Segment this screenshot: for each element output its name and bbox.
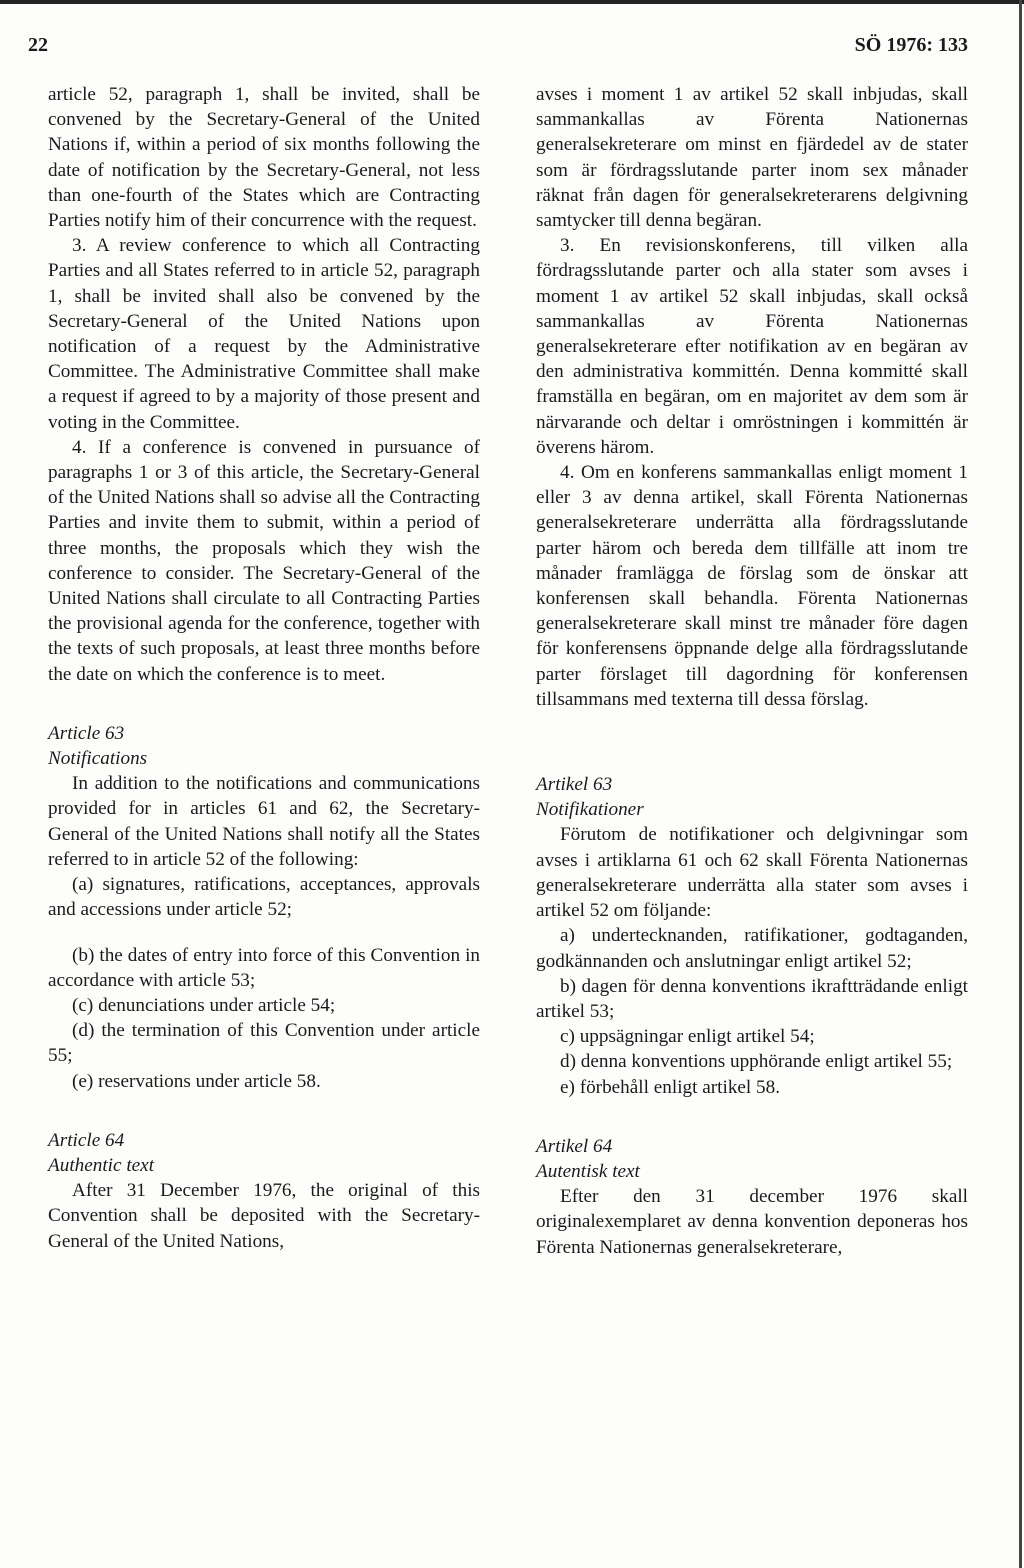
paragraph: Förutom de notifikationer och delgivningar som avses i artiklarna 61 och 62 skall Förenta Nationernas generalsekreterare underrätta alla stater som avses i artikel 52 om följande: [536, 824, 968, 922]
right-border [1019, 0, 1022, 1568]
paragraph: In addition to the notifications and communications provided for in articles 61 and 62, the Secretary-General of the United Nations shall notify all the States referred to in article 52 of the following: [48, 773, 480, 870]
paragraph: article 52, paragraph 1, shall be invited, shall be convened by the Secretary-General of the United Nations if, within a period of six months following the date of notification by the Secretary-General, not less than one-fourth of the States which are Contracting Parties notify him of their concurrence with the request. [48, 84, 480, 232]
paragraph: 3. A review conference to which all Contracting Parties and all States referred to in article 52, paragraph 1, shall be invited shall also be convened by the Secretary-General of the United Nations upon notification of a request by the Administrative Committee. The Administrative Committee shall make a request if agreed to by a majority of those present and voting in the Committee. [48, 235, 480, 433]
list-item: (c) denunciations under article 54; [72, 994, 336, 1016]
swedish-column [536, 82, 968, 1260]
list-item: a) undertecknanden, ratifikationer, godtaganden, godkännanden och anslutningar enligt artikel 52; [536, 925, 968, 972]
paragraph: After 31 December 1976, the original of this Convention shall be deposited with the Secretary-General of the United Nations, [48, 1180, 480, 1252]
article-64-title: Artikel 64 [536, 1135, 613, 1157]
page-header [28, 34, 968, 57]
article-64-subtitle: Autentisk text [536, 1160, 640, 1182]
english-column [48, 82, 480, 1254]
paragraph: Efter den 31 december 1976 skall originalexemplaret av denna konvention deponeras hos Förenta Nationernas generalsekreterare, [536, 1186, 968, 1258]
list-item: (e) reservations under article 58. [72, 1070, 321, 1092]
article-64-subtitle: Authentic text [48, 1154, 155, 1176]
article-63-title: Artikel 63 [536, 774, 613, 796]
list-item: (b) the dates of entry into force of this Convention in accordance with article 53; [48, 944, 480, 991]
article-63-title: Article 63 [48, 722, 125, 744]
list-item: (d) the termination of this Convention under article 55; [48, 1020, 480, 1067]
list-item: (a) signatures, ratifications, acceptances, approvals and accessions under article 52; [48, 874, 480, 921]
article-63-subtitle: Notifications [48, 748, 148, 770]
list-item: c) uppsägningar enligt artikel 54; [560, 1026, 815, 1048]
article-63-subtitle: Notifikationer [536, 799, 644, 821]
paragraph: avses i moment 1 av artikel 52 skall inbjudas, skall sammankallas av Förenta Nationernas generalsekreterare om minst en fjärdedel av de stater som är fördragsslutande parter inom sex månader räknat från dagen för generalsekreterarens delgivning samtycker till denna begäran. [536, 84, 968, 232]
list-item: e) förbehåll enligt artikel 58. [560, 1076, 781, 1098]
paragraph: 3. En revisionskonferens, till vilken alla fördragsslutande parter och alla stater som avses i moment 1 av artikel 52 skall inbjudas, skall också sammankallas av Förenta Nationernas generalsekreterare efter notifikation av en begäran av den administrativa kommittén. Denna kommitté skall framställa en begäran, om en majoritet av dem som är närvarande och deltar i omröstningen i kommittén är överens härom. [536, 235, 968, 458]
paragraph: 4. If a conference is convened in pursuance of paragraphs 1 or 3 of this article, the Secretary-General of the United Nations shall so advise all the Contracting Parties and invite them to submit, within a period of three months, the proposals which they wish the conference to consider. The Secretary-General of the United Nations shall circulate to all Contracting Parties the provisional agenda for the conference, together with the texts of such proposals, at least three months before the date on which the conference is to meet. [48, 436, 480, 685]
top-border [0, 0, 1024, 4]
paragraph: 4. Om en konferens sammankallas enligt moment 1 eller 3 av denna artikel, skall Förenta Nationernas generalsekreterare underrätta alla fördragsslutande parter härom och bereda dem tillfälle att inom tre månader framlägga de förslag som de önskar att konferensen skall behandla. Förenta Nationernas generalsekreterare skall minst tre månader före dagen för konferensens öppnande delge alla fördragsslutande parter förslaget till dagordning för konferensen tillsammans med texterna till dessa förslag. [536, 462, 968, 710]
list-item: d) denna konventions upphörande enligt artikel 55; [560, 1051, 953, 1073]
document-reference: SÖ 1976: 133 [854, 34, 968, 56]
article-64-title: Article 64 [48, 1129, 125, 1151]
list-item: b) dagen för denna konventions ikraftträdande enligt artikel 53; [536, 975, 968, 1022]
page-number: 22 [28, 34, 48, 56]
